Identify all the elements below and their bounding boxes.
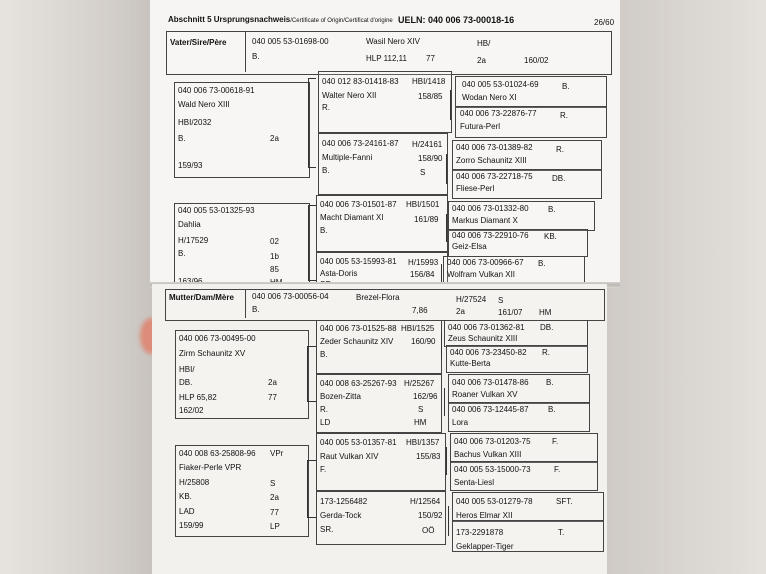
h1-id: 040 006 73-01362-81 [448, 323, 525, 332]
sff-id: 040 012 83-01418-83 [322, 77, 399, 86]
sfm-extra: S [420, 168, 426, 177]
sff-name: Walter Nero XII [322, 91, 377, 100]
dam-mother-reg: H/25808 [179, 478, 210, 487]
sfm-color: B. [322, 166, 330, 175]
h6-color: F. [554, 465, 561, 474]
h1-name: Zeus Schaunitz XIII [448, 334, 518, 343]
sire-mother-id: 040 005 53-01325-93 [178, 206, 255, 215]
dfm-reg: H/25267 [404, 379, 435, 388]
sire-mother-class: 1b [270, 252, 279, 261]
connector [441, 264, 442, 284]
h8-id: 173-2291878 [456, 528, 504, 537]
h5-color: F. [552, 437, 559, 446]
g7-id: 040 006 73-00966-67 [447, 258, 524, 267]
connector [441, 333, 442, 359]
h7-id: 040 005 53-01279-78 [456, 497, 533, 506]
g3-id: 040 006 73-01389-82 [456, 143, 533, 152]
dfm-name: Bozen-Zitta [320, 392, 361, 401]
connector [307, 346, 308, 402]
h5-id: 040 006 73-01203-75 [454, 437, 531, 446]
dff-color: B. [320, 350, 328, 359]
sire-score: 77 [426, 54, 435, 63]
dfm-year: 162/96 [413, 392, 438, 401]
g4-color: DB. [552, 174, 566, 183]
dff-reg: HBI/1525 [401, 324, 435, 333]
sire-label: Vater/Sire/Père [170, 38, 227, 47]
dam-mother-lp: LP [270, 522, 280, 531]
g5-name: Markus Diamant X [452, 216, 518, 225]
connector [448, 506, 449, 536]
sire-year: 160/02 [524, 56, 549, 65]
g6-id: 040 006 73-22910-76 [452, 231, 529, 240]
sire-mother-color: B. [178, 249, 186, 258]
smf-year: 161/89 [414, 215, 439, 224]
dmm-reg: H/12564 [410, 497, 441, 506]
dam-mother-id: 040 008 63-25808-96 [179, 449, 256, 458]
h2-name: Kutte-Berta [450, 359, 491, 368]
connector [307, 346, 316, 347]
h2-color: R. [542, 348, 550, 357]
smf-color: B. [320, 226, 328, 235]
g4-name: Fliese-Perl [456, 184, 495, 193]
dmm-id: 173-1256482 [320, 497, 368, 506]
dam-father-color: DB. [179, 378, 193, 387]
sire-mother-score: 85 [270, 265, 279, 274]
sfm-year: 158/90 [418, 154, 443, 163]
g2-color: R. [560, 111, 568, 120]
smm-reg: H/15993 [408, 258, 439, 267]
sfm-id: 040 006 73-24161-87 [322, 139, 399, 148]
g2-name: Futura-Perl [460, 122, 501, 131]
connector [308, 280, 316, 281]
sff-year: 158/85 [418, 92, 443, 101]
dam-mother-extra: S [270, 479, 276, 488]
dam-extra2: HM [539, 308, 552, 317]
sire-mother-reg: H/17529 [178, 236, 209, 245]
sire-name: Wasil Nero XIV [366, 37, 420, 46]
dam-mother-class: 2a [270, 493, 279, 502]
h7-name: Heros Elmar XII [456, 511, 513, 520]
connector [308, 167, 316, 168]
dam-hlp: 7,86 [412, 306, 428, 315]
background-left [0, 0, 155, 574]
g2-id: 040 006 73-22876-77 [460, 109, 537, 118]
dam-mother-code: VPr [270, 449, 284, 458]
dfm-ld: LD [320, 418, 331, 427]
background-right [606, 0, 766, 574]
sff-color: R. [322, 103, 330, 112]
smm-id: 040 005 53-15993-81 [320, 257, 397, 266]
dam-mother-score: 77 [270, 508, 279, 517]
h7-color: SFT. [556, 497, 573, 506]
g4-id: 040 006 73-22718-75 [456, 172, 533, 181]
dmm-year: 150/92 [418, 511, 443, 520]
dfm-extra: S [418, 405, 424, 414]
h8-name: Geklapper-Tiger [456, 542, 514, 551]
dmf-id: 040 005 53-01357-81 [320, 438, 397, 447]
dam-father-year: 162/02 [179, 406, 204, 415]
dam-father-id: 040 006 73-00495-00 [179, 334, 256, 343]
g1-name: Wodan Nero XI [462, 93, 517, 102]
dam-father-reg: HBI/ [179, 365, 195, 374]
dmf-year: 155/83 [416, 452, 441, 461]
dam-father-hlp: HLP 65,82 [179, 393, 217, 402]
sire-mother-code: 02 [270, 237, 279, 246]
sire-mother-name: Dahlia [178, 220, 201, 229]
connector [446, 154, 447, 184]
dmm-extra: OÖ [422, 526, 435, 535]
smf-name: Macht Diamant XI [320, 213, 384, 222]
page-number: 26/60 [594, 18, 615, 27]
h6-name: Senta-Liesl [454, 478, 495, 487]
dff-id: 040 006 73-01525-88 [320, 324, 397, 333]
connector [446, 214, 447, 242]
g7-color: B. [538, 259, 546, 268]
dam-father-name: Zirm Schaunitz XV [179, 349, 246, 358]
dff-name: Zeder Schaunitz XIV [320, 337, 394, 346]
sire-father-reg: HBI/2032 [178, 118, 212, 127]
g3-name: Zorro Schaunitz XIII [456, 156, 527, 165]
dam-label: Mutter/Dam/Mère [169, 293, 234, 302]
h8-color: T. [558, 528, 565, 537]
h6-id: 040 005 53-15000-73 [454, 465, 531, 474]
divider [245, 32, 246, 72]
h3-name: Roaner Vulkan XV [452, 390, 518, 399]
h4-id: 040 006 73-12445-87 [452, 405, 529, 414]
dmf-name: Raut Vulkan XIV [320, 452, 379, 461]
dam-extra: S [498, 296, 504, 305]
sire-id: 040 005 53-01698-00 [252, 37, 329, 46]
h4-name: Lora [452, 418, 469, 427]
sire-father-color: B. [178, 134, 186, 143]
h3-id: 040 006 73-01478-86 [452, 378, 529, 387]
connector [307, 401, 316, 402]
h1-color: DB. [540, 323, 554, 332]
dam-reg: H/27524 [456, 295, 487, 304]
g3-color: R. [556, 145, 564, 154]
dam-mother-color: KB. [179, 492, 192, 501]
dam-mother-lad: LAD [179, 507, 195, 516]
g6-name: Geiz-Elsa [452, 242, 487, 251]
smm-year: 156/84 [410, 270, 435, 279]
g5-id: 040 006 73-01332-80 [452, 204, 529, 213]
connector [444, 388, 445, 416]
dmf-reg: HBI/1357 [406, 438, 440, 447]
connector [308, 205, 316, 206]
sff-reg: HBI/1418 [412, 77, 446, 86]
dmm-color: SR. [320, 525, 334, 534]
dam-father-class: 2a [268, 378, 277, 387]
sire-father-id: 040 006 73-00618-91 [178, 86, 255, 95]
sire-father-year: 159/93 [178, 161, 203, 170]
dam-mother-name: Fiaker-Perle VPR [179, 463, 242, 472]
dmf-color: F. [320, 465, 327, 474]
g6-color: KB. [544, 232, 557, 241]
dam-father-score: 77 [268, 393, 277, 402]
dmm-name: Gerda-Tock [320, 511, 362, 520]
sire-reg: HB/ [477, 39, 491, 48]
smm-name: Asta-Doris [320, 269, 358, 278]
dam-class: 2a [456, 307, 465, 316]
dff-year: 160/90 [411, 337, 436, 346]
connector [307, 460, 316, 461]
smf-id: 040 006 73-01501-87 [320, 200, 397, 209]
dam-color: B. [252, 305, 260, 314]
h5-name: Bachus Vulkan XIII [454, 450, 522, 459]
g5-color: B. [548, 205, 556, 214]
ueln: UELN: 040 006 73-00018-16 [398, 15, 515, 25]
dam-name: Brezel-Flora [356, 293, 400, 302]
smf-reg: HBI/1501 [406, 200, 440, 209]
g1-id: 040 005 53-01024-69 [462, 80, 539, 89]
dfm-hm: HM [414, 418, 427, 427]
sire-class: 2a [477, 56, 486, 65]
connector [307, 517, 316, 518]
sire-father-name: Wald Nero XIII [178, 100, 230, 109]
connector [308, 205, 309, 280]
sire-hlp: HLP 112,11 [366, 54, 407, 63]
divider [245, 290, 246, 318]
connector [450, 90, 451, 120]
section-title: Abschnitt 5 Ursprungsnachweis/Certificate of Origin/Certificat d'origine [168, 15, 393, 24]
dfm-color: R. [320, 405, 328, 414]
connector [446, 447, 447, 475]
h3-color: B. [546, 378, 554, 387]
dam-id: 040 006 73-00056-04 [252, 292, 329, 301]
dam-year: 161/07 [498, 308, 523, 317]
g1-color: B. [562, 82, 570, 91]
sire-color: B. [252, 52, 260, 61]
connector [307, 460, 308, 518]
connector [308, 78, 316, 79]
dfm-id: 040 008 63-25267-93 [320, 379, 397, 388]
sfm-name: Multiple-Fanni [322, 153, 373, 162]
dam-mother-year: 159/99 [179, 521, 204, 530]
g7-name: Wolfram Vulkan XII [447, 270, 516, 279]
sfm-reg: H/24161 [412, 140, 443, 149]
h4-color: B. [548, 405, 556, 414]
connector [308, 78, 309, 168]
h2-id: 040 006 73-23450-82 [450, 348, 527, 357]
sire-father-class: 2a [270, 134, 279, 143]
